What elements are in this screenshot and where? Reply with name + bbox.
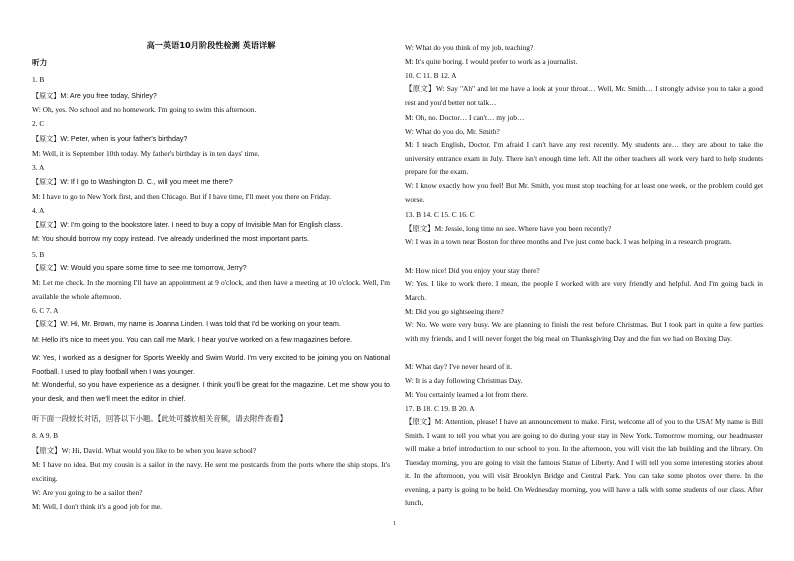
transcript-line: W: No. We were very busy. We are planning to finish the rest before Christmas. But I took part in quite a few parties with my friends, and I will never forget the big meal on Thanksgiving Day and the fun we had on Boxing Day. — [405, 320, 763, 343]
transcript-line: M: I have no idea. But my cousin is a sailor in the navy. He sent me postcards from the ports where the ship stops. It's exciting. — [32, 460, 390, 483]
transcript-line: 【原文】M: Are you free today, Shirley? — [32, 92, 157, 100]
transcript-line: M: I teach English, Doctor. I'm afraid I can't have any rest recently. My students are… they are about to take the university entrance exam in July. There isn't enough time left. All the other teachers all work very hard to help students prepare for the exam. — [405, 140, 763, 176]
document-title: 高一英语10月阶段性检测 英语详解 — [146, 40, 276, 50]
transcript-line: 【原文】W: I'm going to the bookstore later. I need to buy a copy of Invisible Man for English class. — [32, 221, 343, 229]
transcript-line: M: Let me check. In the morning I'll have an appointment at 9 o'clock, and then have a meeting at 10 o'clock. Well, I'm available the whole afternoon. — [32, 278, 390, 301]
transcript-line: M: I have to go to New York first, and then Chicago. But if I have time, I'll meet you there on Friday. — [32, 192, 332, 201]
transcript-line: W: Oh, yes. No school and no homework. I'm going to swim this afternoon. — [32, 105, 257, 114]
transcript-line: 【原文】W: Hi, Mr. Brown, my name is Joanna Linden. I was told that I'd be working on your team. — [32, 320, 341, 328]
transcript-line: 【原文】M: Attention, please! I have an announcement to make. First, welcome all of you to the USA! My name is Bill Smith. I want to tell you what you are going to do during your stay in New York. Tomorrow morning, our headmaster will make a brief introduction to our school to you. In the afternoon, you will visit the lab building and the library. On Tuesday morning, you are going to visit the famous Statue of Liberty. And I will tell you some interesting stories about it. In the afternoon, you will visit Brooklyn Bridge and Central Park. You can take some photos over there. In the evening, a party is going to be held. On Wednesday morning, you will have a talk with some students of our class. After lunch, — [405, 417, 763, 507]
transcript-line: W: What do you do, Mr. Smith? — [405, 127, 500, 136]
transcript-line: M: How nice! Did you enjoy your stay there? — [405, 266, 540, 275]
transcript-line: W: I was in a town near Boston for three months and I've just come back. I was helping in a research program. — [405, 237, 732, 246]
transcript-line: 【原文】W: Would you spare some time to see me tomorrow, Jerry? — [32, 264, 247, 272]
section-heading: 听力 — [32, 58, 48, 67]
transcript-line: M: Well, it is September 10th today. My father's birthday is in ten days' time. — [32, 149, 260, 158]
answer-line: 3. A — [32, 163, 45, 172]
transcript-line: M: It's quite boring. I would prefer to work as a journalist. — [405, 57, 578, 66]
answer-line: 6. C 7. A — [32, 306, 59, 315]
transcript-line: M: Did you go sightseeing there? — [405, 307, 504, 316]
transcript-line: M: You should borrow my copy instead. I've already underlined the most important parts. — [32, 235, 309, 243]
transcript-line: 【原文】W: Peter, when is your father's birthday? — [32, 135, 188, 143]
transcript-line: W: It is a day following Christmas Day. — [405, 376, 523, 385]
transcript-line: M: Wonderful, so you have experience as a designer. I think you'll be great for the magazine. Let me show you to your desk, and then we'll meet the editor in chief. — [32, 381, 390, 403]
transcript-line: W: Yes, I worked as a designer for Sports Weekly and Swim World. I'm very excited to be joining you on National Football. I used to play football when I was younger. — [32, 354, 390, 376]
transcript-line: M: Oh, no. Doctor… I can't… my job… — [405, 113, 525, 122]
page-number: 1 — [393, 521, 396, 527]
transcript-line: M: Well, I don't think it's a good job for me. — [32, 502, 163, 511]
answer-line: 13. B 14. C 15. C 16. C — [405, 210, 475, 219]
answer-line: 4. A — [32, 206, 45, 215]
transcript-line: W: Yes. I like to work there. I mean, the people I worked with are very friendly and helpful. And I'm going back in March. — [405, 279, 763, 302]
transcript-line: M: What day? I've never heard of it. — [405, 362, 513, 371]
answer-line: 10. C 11. B 12. A — [405, 71, 457, 80]
answer-line: 5. B — [32, 250, 45, 259]
answer-line: 1. B — [32, 75, 45, 84]
answer-line: 2. C — [32, 119, 45, 128]
transcript-line: 【原文】W: If I go to Washington D. C., will you meet me there? — [32, 178, 233, 186]
instruction-line: 听下面一段较长对话，回答以下小题。【此处可播放相关音频，请去附件查看】 — [32, 414, 287, 423]
transcript-line: W: What do you think of my job, teaching? — [405, 43, 534, 52]
transcript-line: 【原文】M: Jessie, long time no see. Where have you been recently? — [405, 224, 612, 233]
transcript-line: 【原文】W: Say "Ah" and let me have a look at your throat… Well, Mr. Smith… I strongly advise you to take a good rest and you'd better not talk… — [405, 84, 763, 107]
transcript-line: W: I know exactly how you feel! But Mr. Smith, you must stop teaching for at least one week, or the problem could get worse. — [405, 181, 763, 204]
transcript-line: M: Hello it's nice to meet you. You can call me Mark. I hear you've worked on a few magazines before. — [32, 336, 353, 344]
answer-line: 8. A 9. B — [32, 431, 59, 440]
transcript-line: 【原文】W: Hi, David. What would you like to be when you leave school? — [32, 446, 257, 455]
transcript-line: M: You certainly learned a lot from there. — [405, 390, 528, 399]
answer-line: 17. B 18. C 19. B 20. A — [405, 404, 475, 413]
transcript-line: W: Are you going to be a sailor then? — [32, 488, 143, 497]
